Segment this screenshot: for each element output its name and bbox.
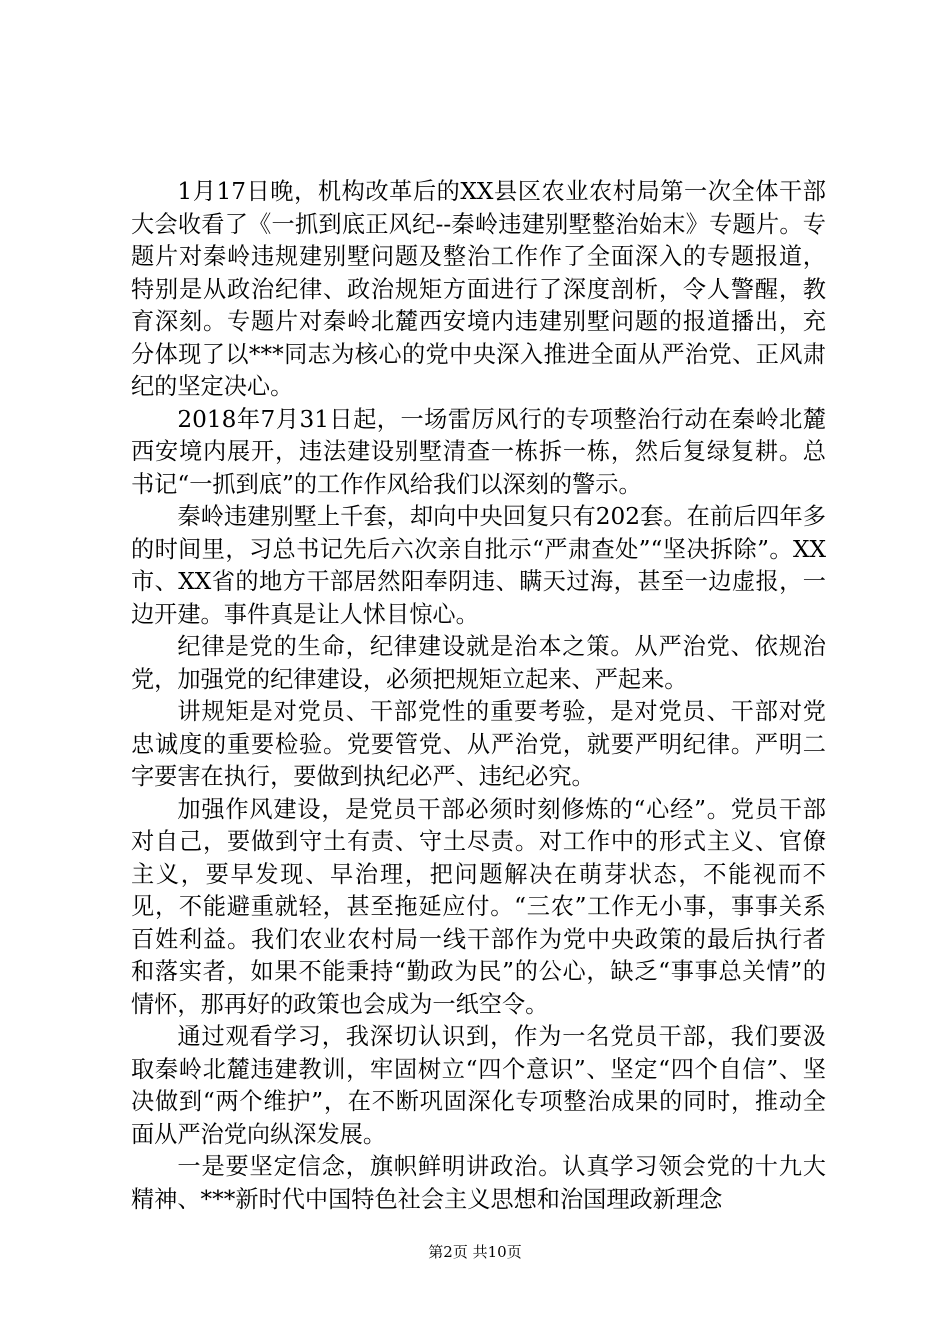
paragraph-3: 秦岭违建别墅上千套，却向中央回复只有202套。在前后四年多的时间里，习总书记先后六次亲自批示“严肃查处”“坚决拆除”。XX市、XX省的地方干部居然阳奉阴违、瞒天过海，甚至一边虚报，一边开建。事件真是让人怵目惊心。: [131, 503, 826, 628]
paragraph-1: 1月17日晚，机构改革后的XX县区农业农村局第一次全体干部大会收看了《一抓到底正风纪--秦岭违建别墅整治始末》专题片。专题片对秦岭违规建别墅问题及整治工作作了全面深入的专题报道，特别是从政治纪律、政治规矩方面进行了深度剖析，令人警醒，教育深刻。专题片对秦岭北麓西安境内违建别墅问题的报道播出，充分体现了以***同志为核心的党中央深入推进全面从严治党、正风肃纪的坚定决心。: [131, 178, 826, 400]
paragraph-7: 通过观看学习，我深切认识到，作为一名党员干部，我们要汲取秦岭北麓违建教训，牢固树立“四个意识”、坚定“四个自信”、坚决做到“两个维护”，在不断巩固深化专项整治成果的同时，推动全面从严治党向纵深发展。: [131, 1023, 826, 1148]
paragraph-2: 2018年7月31日起，一场雷厉风行的专项整治行动在秦岭北麓西安境内展开，违法建设别墅清查一栋拆一栋，然后复绿复耕。总书记“一抓到底”的工作作风给我们以深刻的警示。: [131, 405, 826, 498]
paragraph-6: 加强作风建设，是党员干部必须时刻修炼的“心经”。党员干部对自己，要做到守土有责、守土尽责。对工作中的形式主义、官僚主义，要早发现、早治理，把问题解决在萌芽状态，不能视而不见，不能避重就轻，甚至拖延应付。“三农”工作无小事，事事关系百姓利益。我们农业农村局一线干部作为党中央政策的最后执行者和落实者，如果不能秉持“勤政为民”的公心，缺乏“事事总关情”的情怀，那再好的政策也会成为一纸空令。: [131, 795, 826, 1018]
document-body: [131, 176, 826, 1216]
paragraph-5: 讲规矩是对党员、干部党性的重要考验，是对党员、干部对党忠诚度的重要检验。党要管党、从严治党，就要严明纪律。严明二字要害在执行，要做到执纪必严、违纪必究。: [131, 698, 826, 790]
paragraph-4: 纪律是党的生命，纪律建设就是治本之策。从严治党、依规治党，加强党的纪律建设，必须把规矩立起来、严起来。: [131, 633, 826, 693]
page-number-footer: 第2页 共10页: [428, 1243, 522, 1261]
paragraph-8: 一是要坚定信念，旗帜鲜明讲政治。认真学习领会党的十九大精神、***新时代中国特色社会主义思想和治国理政新理念: [131, 1153, 826, 1213]
